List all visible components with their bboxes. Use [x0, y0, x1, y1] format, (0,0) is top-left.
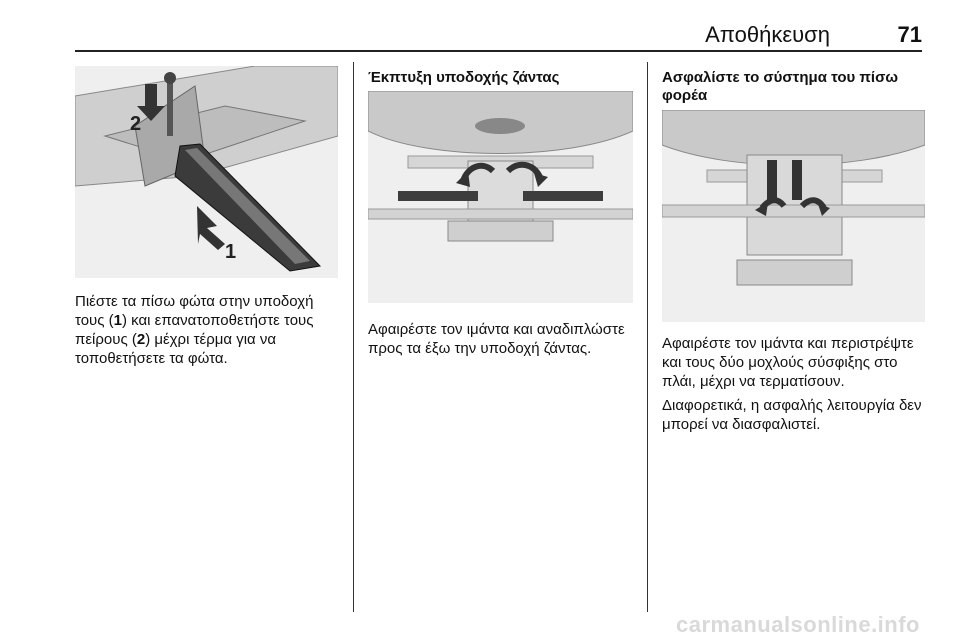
rear-carrier-illustration: [662, 110, 925, 322]
watermark: carmanualsonline.info: [676, 612, 920, 637]
heading-unfold-wheel-holder: Έκπτυξη υποδοχής ζάντας: [368, 69, 560, 86]
heading-secure-rear-carrier: Ασφαλίστε το σύστημα του πίσω φορέα: [662, 69, 899, 104]
paragraph-secure-carrier-2: Διαφορετικά, η ασφαλής λειτουργία δεν μπορεί να διασφαλιστεί.: [662, 397, 922, 433]
column-divider-right: [647, 62, 648, 612]
figure-rear-lights: [75, 66, 338, 278]
paragraph-unfold-wheel-holder: Αφαιρέστε τον ιμάντα και αναδιπλώστε προς τα έξω την υποδοχή ζάντας.: [368, 321, 625, 357]
callout-2: 2: [130, 113, 142, 135]
column-divider-left: [353, 62, 354, 612]
rear-lights-illustration: [75, 66, 338, 278]
figure-rear-carrier: [662, 110, 925, 322]
callout-1: 1: [225, 241, 237, 263]
section-title: Αποθήκευση: [705, 22, 830, 47]
header-rule: [75, 50, 922, 52]
figure-wheel-holder: [368, 91, 633, 303]
wheel-holder-illustration: [368, 91, 633, 303]
paragraph-secure-carrier-1: Αφαιρέστε τον ιμάντα και περιστρέψτε και τους δύο μοχλούς σύσφιξης στο πλάι, μέχρι να τερματίσουν.: [662, 335, 914, 390]
page-number: 71: [897, 22, 922, 47]
paragraph-rear-lights: Πιέστε τα πίσω φώτα στην υποδοχή τους (1) και επανατοποθετήστε τους πείρους (2) μέχρι τέρμα για να τοποθετήσετε τα φώτα.: [75, 293, 314, 367]
